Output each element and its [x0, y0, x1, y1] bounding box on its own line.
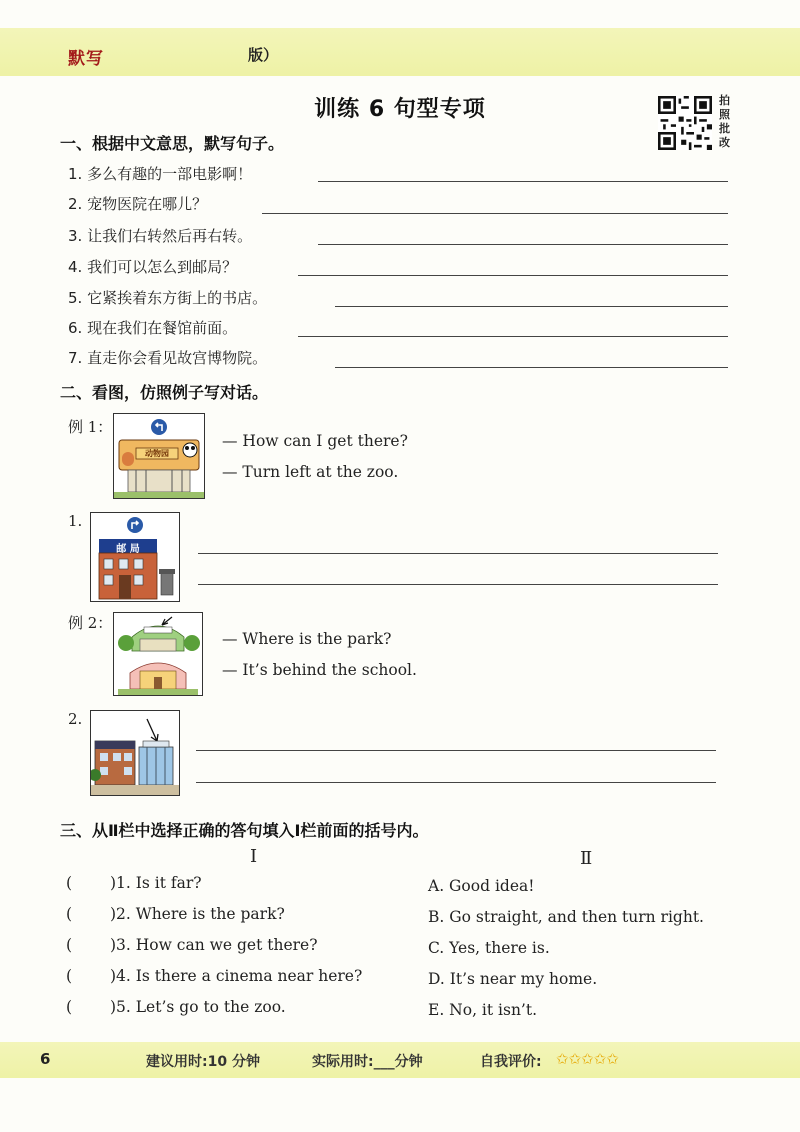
s1-item-4: 4. 我们可以怎么到邮局？ — [68, 258, 238, 276]
matching-question-3: )3. How can we get there? — [110, 936, 318, 954]
qr-code-icon[interactable] — [658, 96, 712, 150]
matching-answer-e: E. No, it isn’t. — [428, 1001, 538, 1019]
s1-item-2: 2. 宠物医院在哪儿？ — [68, 195, 208, 213]
matching-answer-b: B. Go straight, and then turn right. — [428, 908, 704, 926]
matching-answer-d: D. It’s near my home. — [428, 970, 598, 988]
post-office-picture — [90, 512, 180, 602]
q5-bracket[interactable]: ( — [66, 998, 73, 1016]
zoo-sign: 动物园 — [145, 449, 169, 458]
self-evaluation-label: 自我评价: — [480, 1054, 542, 1070]
s1-item-5: 5. 它紧挨着东方街上的书店。 — [68, 289, 268, 307]
matching-question-4: )4. Is there a cinema near here? — [110, 967, 363, 985]
q1-label: 1. — [68, 512, 83, 530]
example2-question: — Where is the park? — [222, 630, 392, 648]
q1-answer-line-1[interactable] — [198, 553, 718, 554]
zoo-picture — [113, 413, 205, 499]
section1-heading: 一、根据中文意思，默写句子。 — [60, 134, 285, 153]
s1-answer-line-5[interactable] — [335, 306, 728, 307]
page-title: 训练 6 句型专项 — [314, 97, 486, 122]
section3-heading: 三、从Ⅱ栏中选择正确的答句填入Ⅰ栏前面的括号内。 — [60, 821, 429, 840]
s1-answer-line-6[interactable] — [298, 336, 728, 337]
matching-answer-c: C. Yes, there is. — [428, 939, 550, 957]
brand-logo: 默写 — [68, 49, 104, 69]
q2-answer-line-2[interactable] — [196, 782, 716, 783]
s1-answer-line-3[interactable] — [318, 244, 728, 245]
q1-bracket[interactable]: ( — [66, 874, 73, 892]
s1-item-3: 3. 让我们右转然后再右转。 — [68, 227, 253, 245]
s1-answer-line-4[interactable] — [298, 275, 728, 276]
s1-item-6: 6. 现在我们在餐馆前面。 — [68, 319, 238, 337]
example2-label: 例 2： — [68, 614, 113, 632]
matching-question-2: )2. Where is the park? — [110, 905, 285, 923]
s1-item-7: 7. 直走你会看见故宫博物院。 — [68, 349, 268, 367]
matching-answer-a: A. Good idea! — [428, 877, 535, 895]
s1-answer-line-2[interactable] — [262, 213, 728, 214]
park-school-picture — [113, 612, 203, 696]
page-number: 6 — [40, 1050, 51, 1068]
example1-question: — How can I get there? — [222, 432, 408, 450]
example2-answer: — It’s behind the school. — [222, 661, 417, 679]
suggested-time: 建议用时:10 分钟 — [146, 1054, 260, 1070]
example1-answer: — Turn left at the zoo. — [222, 463, 399, 481]
example1-label: 例 1： — [68, 418, 113, 436]
s1-item-1: 1. 多么有趣的一部电影啊！ — [68, 165, 253, 183]
q4-bracket[interactable]: ( — [66, 967, 73, 985]
matching-question-1: )1. Is it far? — [110, 874, 202, 892]
header-band — [0, 28, 800, 76]
column2-header: Ⅱ — [580, 848, 593, 869]
actual-time: 实际用时:___分钟 — [312, 1054, 423, 1070]
q1-answer-line-2[interactable] — [198, 584, 718, 585]
section2-heading: 二、看图，仿照例子写对话。 — [60, 383, 269, 402]
post-office-sign: 邮 局 — [116, 544, 140, 555]
self-evaluation-stars[interactable]: ✩✩✩✩✩ — [556, 1050, 619, 1068]
q2-label: 2. — [68, 710, 83, 728]
q2-bracket[interactable]: ( — [66, 905, 73, 923]
s1-answer-line-1[interactable] — [318, 181, 728, 182]
s1-answer-line-7[interactable] — [335, 367, 728, 368]
q2-answer-line-1[interactable] — [196, 750, 716, 751]
qr-label: 拍照批改 — [719, 94, 730, 149]
column1-header: Ⅰ — [250, 846, 258, 867]
matching-question-5: )5. Let’s go to the zoo. — [110, 998, 286, 1016]
edition-text: 版） — [248, 46, 279, 64]
q3-bracket[interactable]: ( — [66, 936, 73, 954]
cinema-picture — [90, 710, 180, 796]
